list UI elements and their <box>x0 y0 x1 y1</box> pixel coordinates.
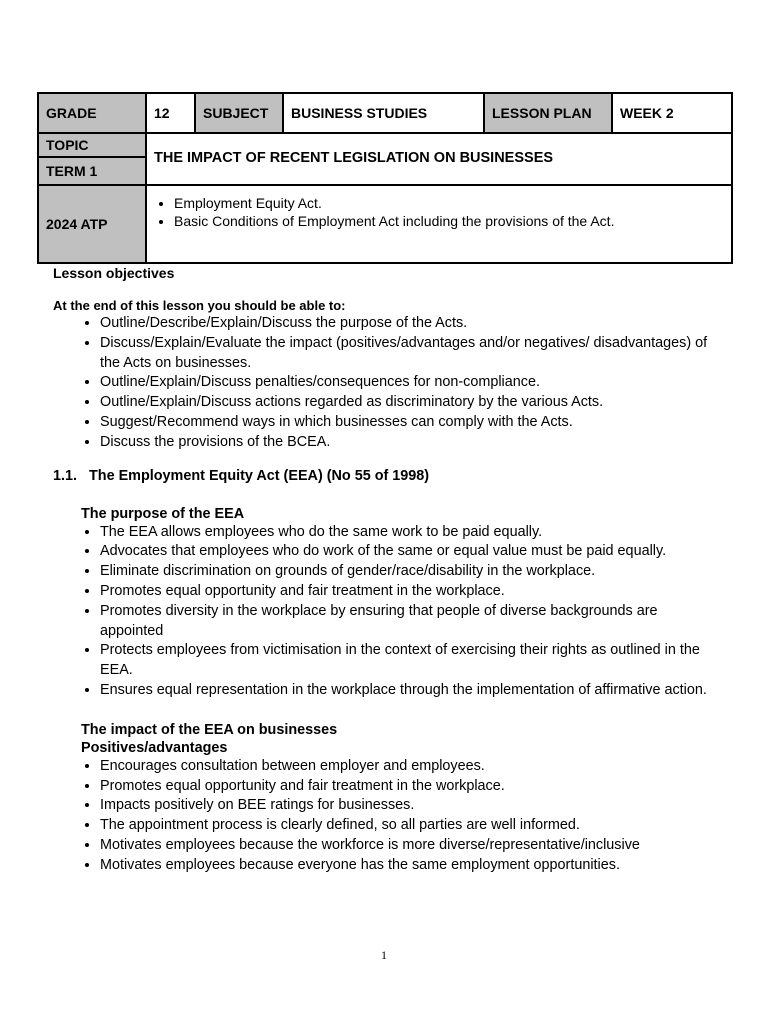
purpose-item: • Promotes diversity in the workplace by ensuring that people of diverse backgrounds are appointed <box>100 602 713 642</box>
purpose-heading: The purpose of the EEA <box>81 505 245 522</box>
purpose-item: • The EEA allows employees who do the same work to be paid equally. <box>100 523 713 543</box>
term-label: TERM 1 <box>38 157 146 185</box>
impact-item: • Promotes equal opportunity and fair treatment in the workplace. <box>100 777 713 797</box>
objective-item: • Outline/Describe/Explain/Discuss the purpose of the Acts. <box>100 314 713 334</box>
atp-item: • Employment Equity Act. <box>174 194 724 212</box>
lesson-header-table <box>37 92 733 264</box>
objectives-heading: Lesson objectives <box>53 265 175 281</box>
section-title: The Employment Equity Act (EEA) (No 55 of 1998) <box>89 467 430 484</box>
purpose-item: • Promotes equal opportunity and fair treatment in the workplace. <box>100 582 713 602</box>
week-label: WEEK 2 <box>612 93 732 133</box>
topic-value: THE IMPACT OF RECENT LEGISLATION ON BUSINESSES <box>146 133 732 185</box>
page-number: 1 <box>381 948 387 962</box>
topic-label: TOPIC <box>38 133 146 157</box>
purpose-item: • Advocates that employees who do work of the same or equal value must be paid equally. <box>100 542 713 562</box>
objective-item: • Outline/Explain/Discuss penalties/consequences for non-compliance. <box>100 373 713 393</box>
atp-label: 2024 ATP <box>38 185 146 263</box>
section-heading <box>53 467 713 485</box>
subject-label: SUBJECT <box>195 93 283 133</box>
lesson-content <box>53 262 713 876</box>
objectives-list <box>53 314 713 453</box>
purpose-item: • Eliminate discrimination on grounds of gender/race/disability in the workplace. <box>100 562 713 582</box>
grade-value: 12 <box>146 93 195 133</box>
section-number: 1.1. <box>53 467 78 484</box>
impact-item: • Motivates employees because the workforce is more diverse/representative/inclusive <box>100 836 713 856</box>
impact-item: • The appointment process is clearly defined, so all parties are well informed. <box>100 816 713 836</box>
impact-subheading: Positives/advantages <box>81 739 228 756</box>
objective-item: • Discuss the provisions of the BCEA. <box>100 433 713 453</box>
atp-list <box>154 194 724 230</box>
purpose-item: • Protects employees from victimisation in the context of exercising their rights as outlined in the EEA. <box>100 641 713 681</box>
atp-item: • Basic Conditions of Employment Act including the provisions of the Act. <box>174 212 724 230</box>
objective-item: • Discuss/Explain/Evaluate the impact (positives/advantages and/or negatives/ disadvantages) of the Acts on businesses. <box>100 334 713 374</box>
atp-content <box>146 185 732 263</box>
impact-list <box>53 757 713 876</box>
subject-value: BUSINESS STUDIES <box>283 93 484 133</box>
impact-heading: The impact of the EEA on businesses <box>81 721 338 738</box>
impact-item: • Encourages consultation between employer and employees. <box>100 757 713 777</box>
objectives-intro: At the end of this lesson you should be able to: <box>53 298 346 313</box>
lesson-plan-label: LESSON PLAN <box>484 93 612 133</box>
purpose-item: • Ensures equal representation in the workplace through the implementation of affirmative action. <box>100 681 713 701</box>
objective-item: • Outline/Explain/Discuss actions regarded as discriminatory by the various Acts. <box>100 393 713 413</box>
impact-item: • Motivates employees because everyone has the same employment opportunities. <box>100 856 713 876</box>
objective-item: • Suggest/Recommend ways in which businesses can comply with the Acts. <box>100 413 713 433</box>
grade-label: GRADE <box>38 93 146 133</box>
purpose-list <box>53 523 713 701</box>
impact-item: • Impacts positively on BEE ratings for businesses. <box>100 796 713 816</box>
